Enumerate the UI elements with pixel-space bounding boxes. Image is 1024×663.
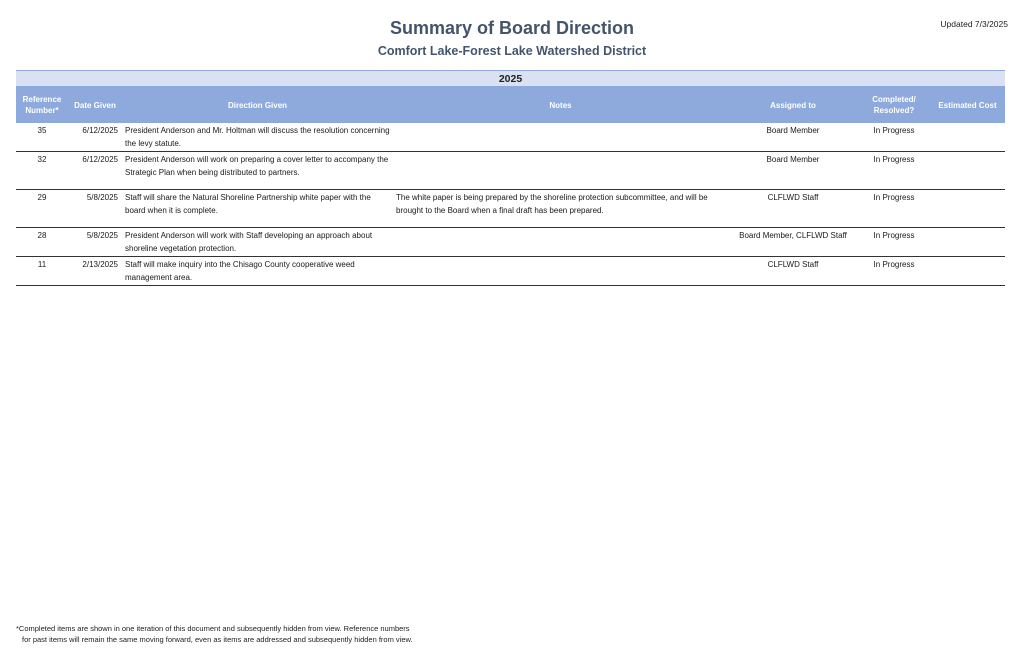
cell-cost [930, 190, 1005, 228]
year-row [16, 71, 1005, 87]
cell-completed: In Progress [858, 190, 930, 228]
cell-ref: 28 [16, 228, 68, 257]
cell-notes [393, 228, 728, 257]
col-completed-line2: Resolved? [873, 106, 915, 115]
cell-assigned: Board Member, CLFLWD Staff [728, 228, 858, 257]
cell-direction: President Anderson will work on preparing a cover letter to accompany the Strategic Plan when being distributed to partners. [122, 152, 393, 190]
table-row [16, 257, 1005, 286]
cell-completed: In Progress [858, 123, 930, 152]
cell-direction: Staff will make inquiry into the Chisago County cooperative weed management area. [122, 257, 393, 286]
cell-completed: In Progress [858, 152, 930, 190]
table-row [16, 152, 1005, 190]
cell-notes [393, 152, 728, 190]
cell-date: 2/13/2025 [68, 257, 122, 286]
cell-cost [930, 257, 1005, 286]
updated-date: Updated 7/3/2025 [940, 19, 1008, 29]
header-row [16, 87, 1005, 124]
col-reference-line1: Reference [22, 95, 62, 104]
col-direction-given: Direction Given [122, 87, 393, 124]
cell-assigned: CLFLWD Staff [728, 190, 858, 228]
col-assigned-to: Assigned to [728, 87, 858, 124]
cell-cost [930, 123, 1005, 152]
col-estimated-cost: Estimated Cost [930, 87, 1005, 124]
cell-date: 5/8/2025 [68, 228, 122, 257]
cell-notes [393, 257, 728, 286]
cell-assigned: Board Member [728, 152, 858, 190]
table-row [16, 123, 1005, 152]
footnote [16, 623, 413, 645]
col-completed-resolved [858, 87, 930, 124]
cell-date: 5/8/2025 [68, 190, 122, 228]
cell-cost [930, 228, 1005, 257]
cell-completed: In Progress [858, 257, 930, 286]
cell-ref: 11 [16, 257, 68, 286]
cell-direction: President Anderson and Mr. Holtman will discuss the resolution concerning the levy statute. [122, 123, 393, 152]
year-label: 2025 [16, 71, 1005, 87]
col-notes: Notes [393, 87, 728, 124]
cell-notes: The white paper is being prepared by the shoreline protection subcommittee, and will be brought to the Board when a final draft has been prepared. [393, 190, 728, 228]
table-row [16, 228, 1005, 257]
cell-completed: In Progress [858, 228, 930, 257]
cell-direction: President Anderson will work with Staff developing an approach about shoreline vegetation protection. [122, 228, 393, 257]
col-reference-number [16, 87, 68, 124]
cell-assigned: CLFLWD Staff [728, 257, 858, 286]
page-title: Summary of Board Direction [389, 18, 635, 38]
cell-ref: 29 [16, 190, 68, 228]
cell-assigned: Board Member [728, 123, 858, 152]
col-date-given: Date Given [68, 87, 122, 124]
board-direction-table [16, 70, 1005, 286]
footnote-line1: *Completed items are shown in one iteration of this document and subsequently hidden from view. Reference numbers [16, 624, 410, 633]
col-reference-line2: Number* [25, 106, 59, 115]
cell-ref: 32 [16, 152, 68, 190]
cell-ref: 35 [16, 123, 68, 152]
cell-direction: Staff will share the Natural Shoreline Partnership white paper with the board when it is complete. [122, 190, 393, 228]
cell-date: 6/12/2025 [68, 152, 122, 190]
cell-notes [393, 123, 728, 152]
col-completed-line1: Completed/ [872, 95, 916, 104]
footnote-line2: for past items will remain the same moving forward, even as items are addressed and subsequently hidden from view. [22, 635, 413, 644]
cell-cost [930, 152, 1005, 190]
cell-date: 6/12/2025 [68, 123, 122, 152]
table-row [16, 190, 1005, 228]
page-subtitle: Comfort Lake-Forest Lake Watershed District [377, 44, 647, 58]
